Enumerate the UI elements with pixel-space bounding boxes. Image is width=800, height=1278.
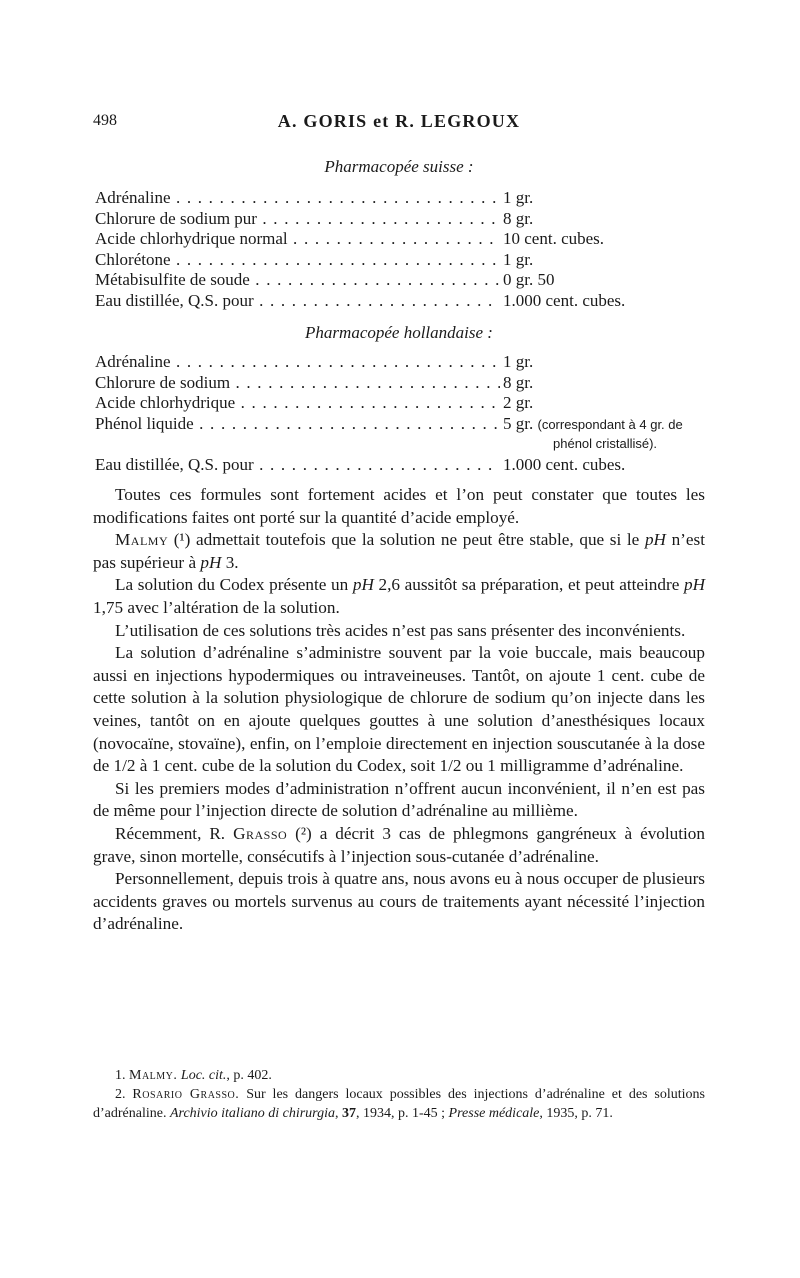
footnote-author: Rosario Grasso. [132,1087,240,1102]
footnote: 2. Rosario Grasso. Sur les dangers locaux possibles des injections d’adrénaline et des solutions d’adrénaline. Archivio italiano di chirurgia, 37, 1934, p. 1-45 ; Presse médicale, 1935, p. 71. [93,1087,705,1121]
ingredient-qty: 2 gr. [503,393,534,412]
paragraph [93,823,705,868]
ingredient-label: Chlorure de sodium pur . . . [95,209,500,230]
ingredient-qty: 8 gr. [503,372,534,392]
formula-row [95,209,715,230]
paragraph: La solution d’adrénaline s’administre souvent par la voie buccale, mais beaucoup aussi en injections hypodermiques ou intraveineuses. Tantôt, on ajoute 1 cent. cube de cette solution à la solution physiologique de chlorure de sodium qu’on injecte dans les veines, tantôt on en ajoute quelques gouttes à une solution d’anesthésiques locaux (novocaïne, stovaïne), enfin, on l’emploie directement en injection souscutanée à la dose de 1/2 à 1 cent. cube de la solution du Codex, soit 1/2 ou 1 milligramme d’adrénaline. [93,643,705,776]
ingredient-label: Acide chlorhydrique normal . . . [95,229,500,250]
ingredient-label: Eau distillée, Q.S. pour . . . [95,291,500,312]
ingredient-label: Adrénaline . . . [95,352,500,373]
formula-row [95,250,715,271]
paragraph-text: La solution du Codex présente un [115,575,353,595]
swiss-formula-table [95,188,715,311]
author-name: Malmy [115,530,169,550]
paragraph [93,574,705,619]
footnote-text: Sur les dangers locaux possibles des injections d’adrénaline et des solutions d’adrénaline. [93,1087,705,1121]
ingredient-label: Chlorure de sodium . . . [95,373,500,394]
dutch-formula-table [95,352,715,475]
ingredient-qty: 1.000 cent. cubes. [503,290,626,310]
formula-row [95,188,715,209]
page-header [93,112,705,136]
footnote-text: , 1934, p. 1-45 ; [355,1106,449,1121]
ingredient-label: Phénol liquide . . . [95,414,500,435]
footnote [93,1066,705,1085]
paragraph-text: Récemment, R. [115,823,234,843]
ingredient-qty: 1 gr. [503,352,534,371]
ph-term: pH [352,575,374,595]
paragraph-text: n’est pas supérieur à [93,530,705,572]
formula-row [95,352,715,373]
formula-row [95,393,715,414]
ingredient-label: Acide chlorhydrique . . . [95,393,500,414]
paragraph: Toutes ces formules sont fortement acides et l’on peut constater que toutes les modifications faites ont porté sur la quantité d’acide employé. [93,485,705,527]
footnote-ref-italic: Loc. cit. [180,1068,227,1083]
ingredient-qty: 0 gr. 50 [503,270,555,289]
ingredient-qty: 10 cent. cubes. [503,229,605,248]
paragraph: Si les premiers modes d’administration n’offrent aucun inconvénient, il n’en est pas de même pour l’injection directe de solution d’adrénaline au millième. [93,778,705,821]
paragraph: Personnellement, depuis trois à quatre ans, nous avons eu à nous occuper de plusieurs accidents graves ou mortels survenus au cours de traitements ayant nécessité l’injection d’adrénaline. [93,869,705,934]
paragraph-text: 3. [221,552,239,572]
footnote-number: 2. [115,1087,133,1102]
paragraph: L’utilisation de ces solutions très acides n’est pas sans présenter des inconvénients. [115,620,686,640]
footnote-number: 1. [115,1068,129,1083]
formula-row [95,373,715,394]
paragraph [93,529,705,574]
formula-row [95,229,715,250]
ingredient-note: (correspondant à 4 gr. de [537,416,683,432]
ingredient-note-continued: phénol cristallisé). [553,436,658,451]
paragraph-text: a décrit 3 cas de phlegmons gangréneux à évolution grave, sinon mortelle, consécutifs à l’injection sous-cutanée d’adrénaline. [93,823,705,866]
paragraph-text: 1,75 avec l’altération de la solution. [93,597,340,617]
formula-note-row [95,434,715,455]
author-name: Grasso [233,823,288,843]
footnote-text: , 1935, p. 71. [539,1106,613,1121]
formula-row [95,270,715,291]
ingredient-label: Eau distillée, Q.S. pour . . . [95,455,500,476]
body-text [93,484,705,936]
ingredient-qty [503,414,683,436]
footnote-text: , p. 402. [226,1068,272,1083]
ingredient-qty: 1 gr. [503,249,534,269]
running-title: A. GORIS et R. LEGROUX [277,111,521,131]
footnote-ref: (²) [287,823,312,843]
footnote-journal: Archivio italiano di chirurgia [169,1106,335,1121]
ph-term: pH [200,552,222,572]
ingredient-qty: 1 gr. [503,188,534,207]
ingredient-qty-value: 5 gr. [503,413,534,433]
formula-row [95,414,715,435]
footnote-volume: 37 [341,1106,356,1121]
ingredient-label: Adrénaline . . . [95,188,500,209]
dutch-heading: Pharmacopée hollandaise : [305,323,493,342]
paragraph-text: admettait toutefois que la solution ne peut être stable, que si le [190,530,645,550]
ph-term: pH [644,530,666,550]
footnote-author: Malmy. [129,1068,178,1083]
footnotes [93,1066,705,1123]
swiss-heading: Pharmacopée suisse : [324,157,474,176]
ingredient-label: Chlorétone . . . [95,250,500,271]
page-number: 498 [93,112,117,129]
footnote-ref: (¹) [173,530,191,550]
footnote-journal: Presse médicale [448,1106,540,1121]
ingredient-label: Métabisulfite de soude . . . [95,270,500,291]
paragraph-text: 2,6 aussitôt sa préparation, et peut atteindre [373,575,684,595]
ph-term: pH [683,575,705,595]
ingredient-qty: 8 gr. [503,208,534,228]
formula-row [95,291,715,312]
formula-row [95,455,715,476]
ingredient-qty: 1.000 cent. cubes. [503,454,626,474]
